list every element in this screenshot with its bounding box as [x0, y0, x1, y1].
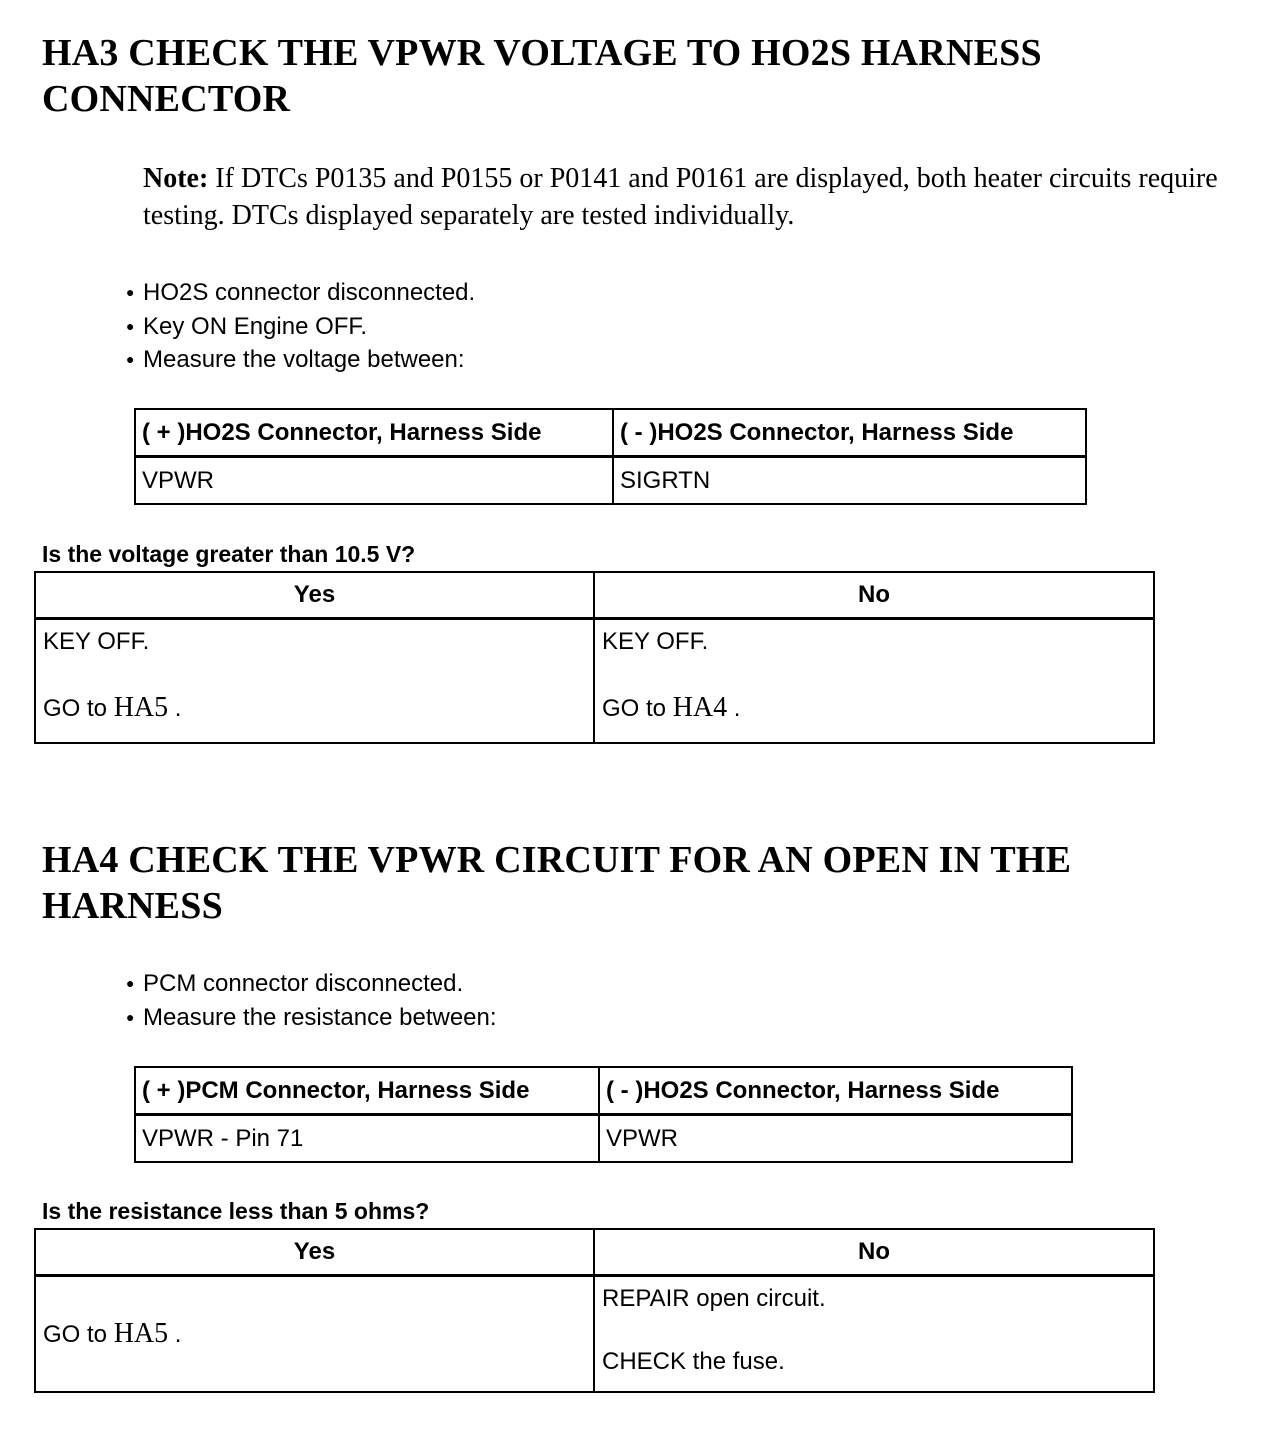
ha4-title-line1: HA4 CHECK THE VPWR CIRCUIT FOR AN OPEN IN THE	[42, 839, 1072, 881]
table-header-positive: ( + )HO2S Connector, Harness Side	[135, 409, 613, 457]
ha4-question: Is the resistance less than 5 ohms?	[42, 1198, 430, 1224]
table-header-positive: ( + )PCM Connector, Harness Side	[135, 1067, 599, 1115]
goto-link-ha5[interactable]: HA5	[113, 692, 169, 723]
yes-header: Yes	[35, 1229, 594, 1276]
ha3-question: Is the voltage greater than 10.5 V?	[42, 541, 416, 567]
no-action: REPAIR open circuit.	[602, 1285, 826, 1312]
table-row	[35, 1276, 1154, 1393]
yes-goto: GO to HA5 .	[43, 692, 182, 723]
ha4-title-line2: HARNESS	[42, 885, 223, 927]
table-cell: VPWR	[599, 1115, 1072, 1163]
ha4-bullet-list	[125, 967, 497, 1034]
list-item: ● Key ON Engine OFF.	[125, 310, 475, 344]
table-row	[135, 1115, 1072, 1163]
yes-cell	[35, 1276, 594, 1393]
note-text: If DTCs P0135 and P0155 or P0141 and P0161 are displayed, both heater circuits require testing. DTCs displayed separately are tested individually.	[143, 163, 1218, 231]
no-goto: GO to HA4 .	[602, 692, 741, 723]
ha3-result-table	[34, 571, 1155, 744]
yes-goto: GO to HA5 .	[43, 1318, 182, 1349]
table-cell: SIGRTN	[613, 457, 1086, 505]
table-cell: VPWR	[135, 457, 613, 505]
list-item: ● HO2S connector disconnected.	[125, 276, 475, 310]
no-cell	[594, 619, 1154, 744]
ha4-title	[42, 837, 1071, 929]
table-header-row	[35, 572, 1154, 619]
bullet-icon: ●	[126, 351, 135, 367]
table-header-row	[135, 409, 1086, 457]
ha3-note	[143, 160, 1243, 234]
list-item: ● PCM connector disconnected.	[125, 967, 497, 1001]
yes-cell	[35, 619, 594, 744]
ha3-measure-table	[134, 408, 1087, 505]
ha3-title-line1: HA3 CHECK THE VPWR VOLTAGE TO HO2S HARNESS	[42, 32, 1042, 74]
no-action-2: CHECK the fuse.	[602, 1348, 785, 1375]
table-header-row	[135, 1067, 1072, 1115]
no-header: No	[594, 572, 1154, 619]
ha3-title-line2: CONNECTOR	[42, 78, 291, 120]
ha3-title	[42, 30, 1042, 122]
table-header-row	[35, 1229, 1154, 1276]
table-row	[35, 619, 1154, 744]
table-header-negative: ( - )HO2S Connector, Harness Side	[613, 409, 1086, 457]
no-header: No	[594, 1229, 1154, 1276]
list-item: ● Measure the resistance between:	[125, 1001, 497, 1035]
goto-link-ha5[interactable]: HA5	[113, 1318, 169, 1349]
table-header-negative: ( - )HO2S Connector, Harness Side	[599, 1067, 1072, 1115]
ha3-bullet-list	[125, 276, 475, 377]
bullet-icon: ●	[126, 284, 135, 300]
goto-link-ha4[interactable]: HA4	[672, 692, 728, 723]
yes-action: KEY OFF.	[43, 628, 150, 655]
no-cell	[594, 1276, 1154, 1393]
table-cell: VPWR - Pin 71	[135, 1115, 599, 1163]
bullet-icon: ●	[126, 317, 135, 334]
bullet-icon: ●	[126, 975, 135, 991]
no-action: KEY OFF.	[602, 628, 709, 655]
bullet-icon: ●	[126, 1008, 135, 1025]
note-label: Note:	[143, 163, 209, 194]
ha4-result-table	[34, 1228, 1155, 1393]
ha4-measure-table	[134, 1066, 1073, 1163]
yes-header: Yes	[35, 572, 594, 619]
list-item: ● Measure the voltage between:	[125, 343, 475, 377]
table-row	[135, 457, 1086, 505]
